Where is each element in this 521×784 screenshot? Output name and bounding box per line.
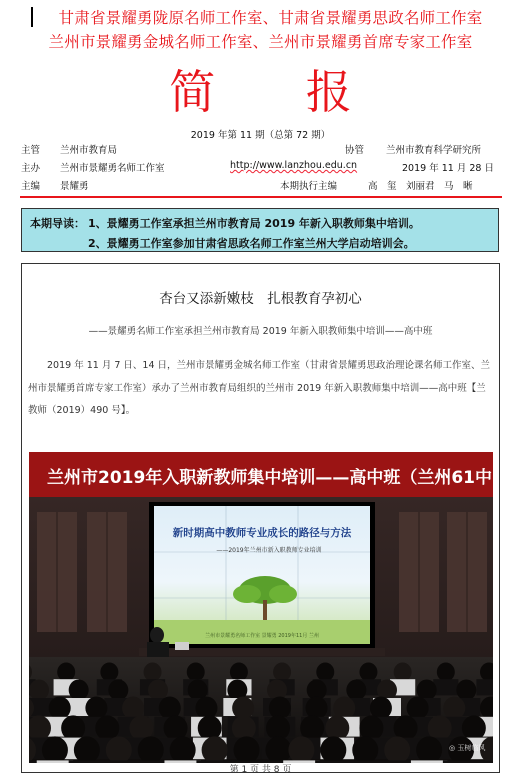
meta-label: 主管 bbox=[21, 145, 41, 156]
audience-head bbox=[352, 736, 378, 763]
audience-head bbox=[148, 680, 168, 701]
audience-head bbox=[265, 736, 291, 763]
audience-head bbox=[49, 696, 71, 719]
meta-value: 兰州市教育局 bbox=[60, 145, 118, 156]
publish-date: 2019 年 11 月 28 日 bbox=[402, 163, 494, 174]
audience-head bbox=[170, 736, 196, 763]
audience-head bbox=[316, 663, 334, 682]
audience-head bbox=[144, 663, 162, 682]
header-line-2: 兰州市景耀勇金城名师工作室、兰州市景耀勇首席专家工作室 bbox=[48, 33, 473, 51]
screen-footer: 兰州市景耀勇名师工作室 景耀勇 2019年11月 兰州 bbox=[205, 633, 319, 639]
audience-head bbox=[443, 696, 465, 719]
audience-head bbox=[462, 715, 486, 740]
audience-head bbox=[74, 736, 100, 763]
guide-box bbox=[21, 208, 499, 252]
guide-item: 2、景耀勇工作室参加甘肃省思政名师工作室兰州大学启动培训会。 bbox=[88, 237, 415, 250]
audience-head bbox=[69, 680, 89, 701]
meta-row-supervisor bbox=[0, 142, 521, 156]
meta-label: 本期执行主编 bbox=[280, 181, 338, 192]
audience-head bbox=[29, 680, 49, 701]
page-footer: 第 1 页 共 8 页 bbox=[229, 765, 292, 775]
audience-head bbox=[106, 736, 132, 763]
header-divider bbox=[20, 196, 502, 198]
audience-head bbox=[359, 663, 377, 682]
website-link[interactable]: http://www.lanzhou.edu.cn bbox=[230, 160, 358, 171]
audience-head bbox=[346, 680, 366, 701]
audience-body bbox=[433, 679, 458, 695]
banner-text: 兰州市2019年入职新教师集中培训——高中班（兰州61中 bbox=[47, 468, 492, 488]
audience-head bbox=[57, 663, 75, 682]
header-line-1: 甘肃省景耀勇陇原名师工作室、甘肃省景耀勇思政名师工作室 bbox=[58, 9, 483, 27]
audience-head bbox=[202, 736, 228, 763]
audience-head bbox=[320, 736, 346, 763]
audience-head bbox=[198, 715, 222, 740]
meta-value: 兰州市教育科学研究所 bbox=[386, 145, 482, 156]
guide-item: 1、景耀勇工作室承担兰州市教育局 2019 年新入职教师集中培训。 bbox=[88, 217, 420, 230]
meta-label: 主编 bbox=[21, 181, 41, 192]
audience-head bbox=[234, 736, 260, 763]
screen-title: 新时期高中教师专业成长的路径与方法 bbox=[172, 527, 352, 539]
photo-illustration bbox=[29, 452, 493, 763]
audience-body bbox=[476, 679, 493, 695]
audience-head bbox=[384, 736, 410, 763]
audience-head bbox=[61, 715, 85, 740]
meta-row-organizer bbox=[0, 160, 521, 174]
issue-number: 2019 年第 11 期（总第 72 期） bbox=[190, 130, 331, 141]
photo-watermark: ◎ 玉树临风 bbox=[449, 744, 486, 752]
training-photo bbox=[29, 452, 493, 763]
audience-head bbox=[138, 736, 164, 763]
meta-row-editor bbox=[0, 178, 521, 192]
audience-head bbox=[187, 663, 205, 682]
audience-head bbox=[42, 736, 68, 763]
meta-label: 主办 bbox=[21, 163, 41, 174]
meta-value: 兰州市景耀勇名师工作室 bbox=[60, 163, 165, 174]
audience-head bbox=[230, 663, 248, 682]
article-paragraph: 2019 年 11 月 7 日、14 日，兰州市景耀勇金城名师工作室（甘肃省景耀勇思政治理论课名师工作室、兰州市景耀勇首席专家工作室）承办了兰州市教育局组织的兰州市 2019 年新入职教师集中培训——高中班【兰教师（2019）490 号】。 bbox=[28, 360, 491, 416]
meta-label: 协管 bbox=[345, 145, 365, 156]
bulletin-title: 简 报 bbox=[169, 65, 390, 119]
meta-value: 高 玺 刘丽君 马 晰 bbox=[368, 181, 473, 192]
guide-label: 本期导读： bbox=[30, 217, 85, 230]
audience-head bbox=[456, 680, 476, 701]
audience-head bbox=[416, 736, 442, 763]
audience-head bbox=[273, 663, 291, 682]
article-title: 杏台又添新嫩枝 扎根教育孕初心 bbox=[159, 291, 362, 307]
audience-head bbox=[108, 680, 128, 701]
audience-head bbox=[394, 663, 412, 682]
audience-head bbox=[437, 663, 455, 682]
audience-head bbox=[288, 736, 314, 763]
meta-value: 景耀勇 bbox=[60, 181, 89, 192]
audience-head bbox=[100, 663, 118, 682]
audience-head bbox=[407, 696, 429, 719]
audience-head bbox=[325, 715, 349, 740]
article-subtitle: ——景耀勇名师工作室承担兰州市教育局 2019 年新入职教师集中培训——高中班 bbox=[88, 326, 433, 337]
screen-subtitle: ——2019年兰州市新入职教师专业培训 bbox=[216, 547, 322, 554]
